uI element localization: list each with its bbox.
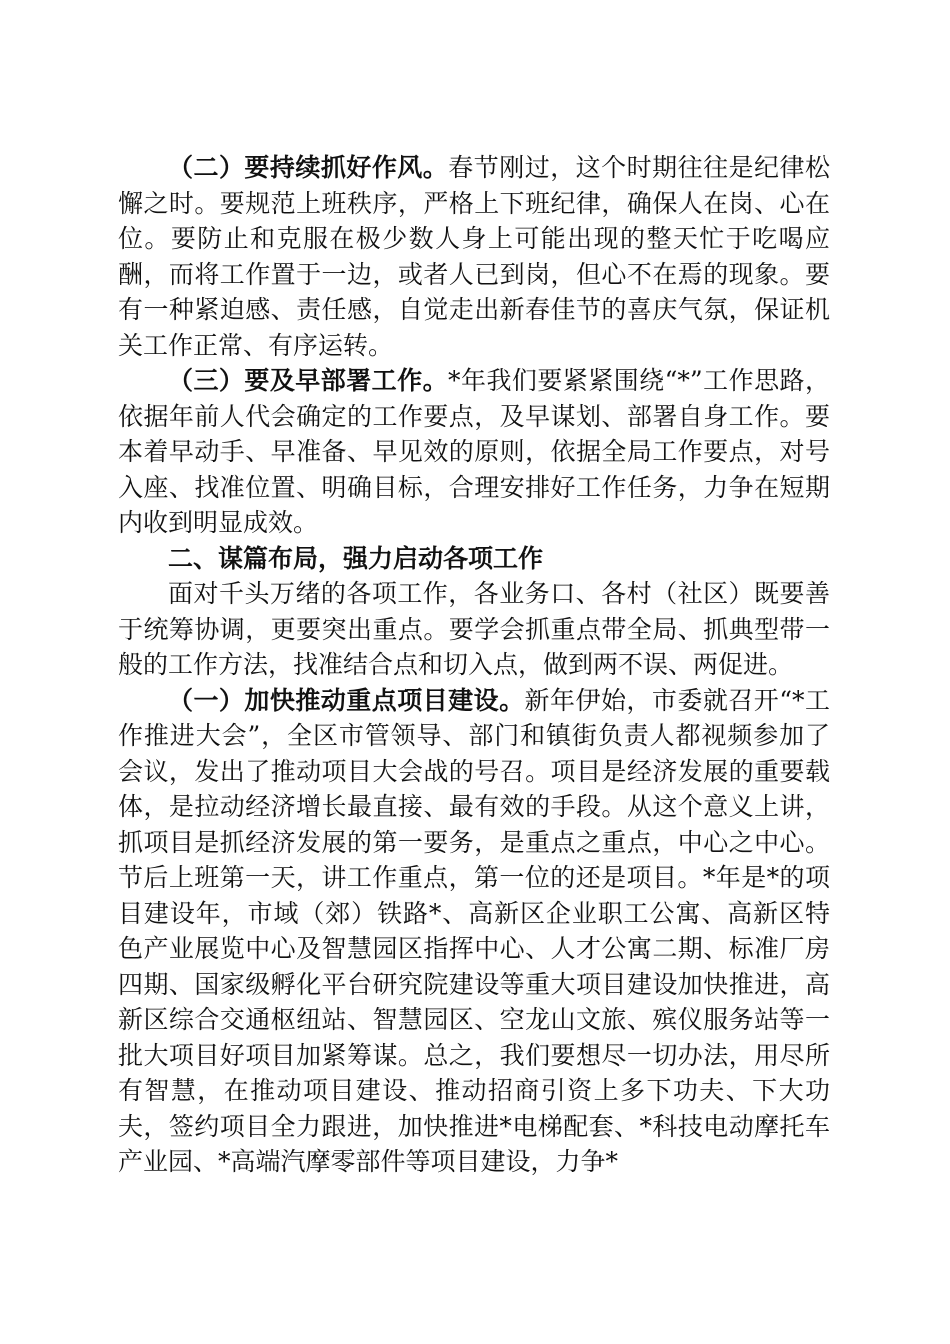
- paragraph-lead: （三）要及早部署工作。: [168, 366, 449, 395]
- paragraph-text: 新年伊始，市委就召开“*工作推进大会”，全区市管领导、部门和镇街负责人都视频参加了会议，发出了推动项目大会战的号召。项目是经济发展的重要载体，是拉动经济增长最直接、最有效的手段。从这个意义上讲，抓项目是抓经济发展的第一要务，是重点之重点，中心之中心。节后上班第一天，讲工作重点，第一位的还是项目。*年是*的项目建设年，市域（郊）铁路*、高新区企业职工公寓、高新区特色产业展览中心及智慧园区指挥中心、人才公寓二期、标准厂房四期、国家级孵化平台研究院建设等重大项目建设加快推进，高新区综合交通枢纽站、智慧园区、空龙山文旅、殡仪服务站等一批大项目好项目加紧筹谋。总之，我们要想尽一切办法，用尽所有智慧，在推动项目建设、推动招商引资上多下功夫、下大功夫，签约项目全力跟进，加快推进*电梯配套、*科技电动摩托车产业园、*高端汽摩零部件等项目建设，力争*: [118, 685, 830, 1176]
- paragraph-text: 春节刚过，这个时期往往是纪律松懈之时。要规范上班秩序，严格上下班纪律，确保人在岗、心在位。要防止和克服在极少数人身上可能出现的整天忙于吃喝应酬，而将工作置于一边，或者人已到岗，但心不在焉的现象。要有一种紧迫感、责任感，自觉走出新春佳节的喜庆气氛，保证机关工作正常、有序运转。: [118, 153, 830, 360]
- paragraph-text: *年我们要紧紧围绕“*”工作思路，依据年前人代会确定的工作要点，及早谋划、部署自身工作。要本着早动手、早准备、早见效的原则，依据全局工作要点，对号入座、找准位置、明确目标，合理安排好工作任务，力争在短期内收到明显成效。: [118, 366, 830, 537]
- paragraph-key-projects: [118, 683, 830, 1180]
- paragraph-lead: （二）要持续抓好作风。: [168, 153, 449, 182]
- section-heading: 二、谋篇布局，强力启动各项工作: [168, 543, 544, 573]
- document-body: [118, 150, 830, 1180]
- paragraph-early-deployment: [118, 363, 830, 541]
- paragraph-intro: 面对千头万绪的各项工作，各业务口、各村（社区）既要善于统筹协调，更要突出重点。要学会抓重点带全局、抓典型带一般的工作方法，找准结合点和切入点，做到两不误、两促进。: [118, 579, 830, 679]
- paragraph-lead: （一）加快推动重点项目建设。: [168, 685, 525, 715]
- paragraph-work-style: [118, 150, 830, 363]
